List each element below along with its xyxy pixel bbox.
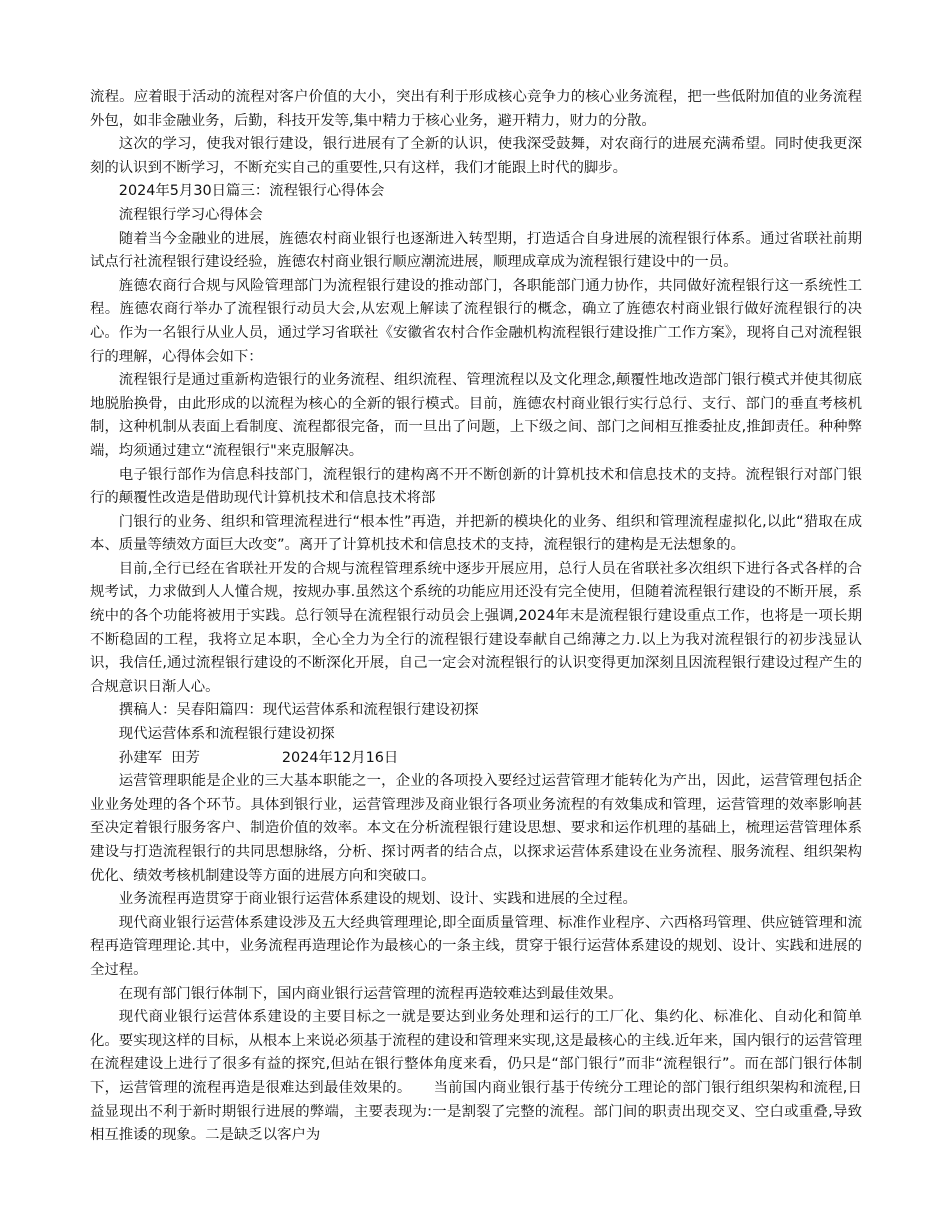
author-date: 2024年12月16日 <box>281 749 399 766</box>
author-names: 孙建军 田芳 <box>118 749 200 766</box>
section-heading-4: 撰稿人：吴春阳篇四：现代运营体系和流程银行建设初探 <box>118 702 479 719</box>
paragraph-12: 在现有部门银行体制下，国内商业银行运营管理的流程再造较难达到最佳效果。 <box>118 985 623 1002</box>
paragraph-11: 现代商业银行运营体系建设涉及五大经典管理理论,即全面质量管理、标准作业程序、六西格玛管理、供应链管理和流程再造管理理论.其中，业务流程再造理论作为最核心的一条主线，贯穿于银行运营体系建设的规划、设计、实践和进展的全过程。 <box>90 914 862 978</box>
article-title-4: 现代运营体系和流程银行建设初探 <box>118 726 335 743</box>
paragraph-13: 现代商业银行运营体系建设的主要目标之一就是要达到业务处理和运行的工厂化、集约化、标准化、自动化和简单化。要实现这样的目标，从根本上来说必须基于流程的建设和管理来实现,这是最核心的主线.近年来，国内银行的运营管理在流程建设上进行了很多有益的探究,但站在银行整体角度来看，仍只是“部门银行”而非“流程银行”。而在部门银行体制下，运营管理的流程再造是很难达到最佳效果的。 当前国内商业银行基于传统分工理论的部门银行组织架构和流程,日益显现出不利于新时期银行进展的弊端，主要表现为:一是割裂了完整的流程。部门间的职责出现交叉、空白或重叠,导致相互推诿的现象。二是缺乏以客户为 <box>90 1009 862 1144</box>
paragraph-7: 门银行的业务、组织和管理流程进行“根本性”再造，并把新的模块化的业务、组织和管理流程虚拟化,以此“猎取在成本、质量等绩效方面巨大改变”。离开了计算机技术和信息技术的支持，流程银行的建构是无法想象的。 <box>90 513 862 554</box>
paragraph-10: 业务流程再造贯穿于商业银行运营体系建设的规划、设计、实践和进展的全过程。 <box>118 891 637 908</box>
paragraph-8: 目前,全行已经在省联社开发的合规与流程管理系统中逐步开展应用，总行人员在省联社多次组织下进行各式各样的合规考试，力求做到人人懂合规，按规办事.虽然这个系统的功能应用还没有完全使用，但随着流程银行建设的不断开展，系统中的各个功能将被用于实践。总行领导在流程银行动员会上强调,2024年末是流程银行建设重点工作，也将是一项长期不断稳固的工程，我将立足本职，全心全力为全行的流程银行建设奉献自己绵薄之力.以上为我对流程银行的初步浅显认识，我信任,通过流程银行建设的不断深化开展，自己一定会对流程银行的认识变得更加深刻且因流程银行建设过程产生的合规意识日渐人心。 <box>90 560 862 695</box>
paragraph-5: 流程银行是通过重新构造银行的业务流程、组织流程、管理流程以及文化理念,颠覆性地改造部门银行模式并使其彻底地脱胎换骨，由此形成的以流程为核心的全新的银行模式。目前，旌德农村商业银行实行总行、支行、部门的垂直考核机制，这种机制从表面上看制度、流程都很完备，而一旦出了问题，上下级之间、部门之间相互推委扯皮,推卸责任。种种弊端，均须通过建立“流程银行"来克服解决。 <box>90 372 862 459</box>
paragraph-6: 电子银行部作为信息科技部门，流程银行的建构离不开不断创新的计算机技术和信息技术的支持。流程银行对部门银行的颠覆性改造是借助现代计算机技术和信息技术将部 <box>90 466 862 507</box>
section-heading-3: 2024年5月30日篇三：流程银行心得体会 <box>118 183 385 200</box>
article-title-3: 流程银行学习心得体会 <box>118 206 263 223</box>
paragraph-1: 流程。应着眼于活动的流程对客户价值的大小，突出有利于形成核心竞争力的核心业务流程，把一些低附加值的业务流程外包，如非金融业务，后勤，科技开发等,集中精力于核心业务，避开精力，财力的分散。 <box>90 89 862 129</box>
paragraph-3: 随着当今金融业的进展，旌德农村商业银行也逐渐进入转型期，打造适合自身进展的流程银行体系。通过省联社前期试点行社流程银行建设经验，旌德农村商业银行顺应潮流进展，顺理成章成为流程银行建设中的一员。 <box>90 230 862 271</box>
paragraph-2: 这次的学习，使我对银行建设，银行进展有了全新的认识，使我深受鼓舞，对农商行的进展充满希望。同时使我更深刻的认识到不断学习，不断充实自己的重要性,只有这样，我们才能跟上时代的脚步。 <box>90 136 862 176</box>
paragraph-9: 运营管理职能是企业的三大基本职能之一，企业的各项投入要经过运营管理才能转化为产出，因此，运营管理包括企业业务处理的各个环节。具体到银行业，运营管理涉及商业银行各项业务流程的有效集成和管理，运营管理的效率影响甚至决定着银行服务客户、制造价值的效率。本文在分析流程银行建设思想、要求和运作机理的基础上，梳理运营管理体系建设与打造流程银行的共同思想脉络，分析、探讨两者的结合点，以探求运营体系建设在业务流程、服务流程、组织架构优化、绩效考核机制建设等方面的进展方向和突破口。 <box>90 773 862 884</box>
author-line <box>90 747 862 771</box>
paragraph-4: 旌德农商行合规与风险管理部门为流程银行建设的推动部门，各职能部门通力协作，共同做好流程银行这一系统性工程。旌德农商行举办了流程银行动员大会,从宏观上解读了流程银行的概念，确立了旌德农村商业银行做好流程银行的决心。作为一名银行从业人员，通过学习省联社《安徽省农村合作金融机构流程银行建设推广工作方案》，现将自己对流程银行的理解，心得体会如下： <box>90 277 862 365</box>
document-page <box>90 86 862 1148</box>
